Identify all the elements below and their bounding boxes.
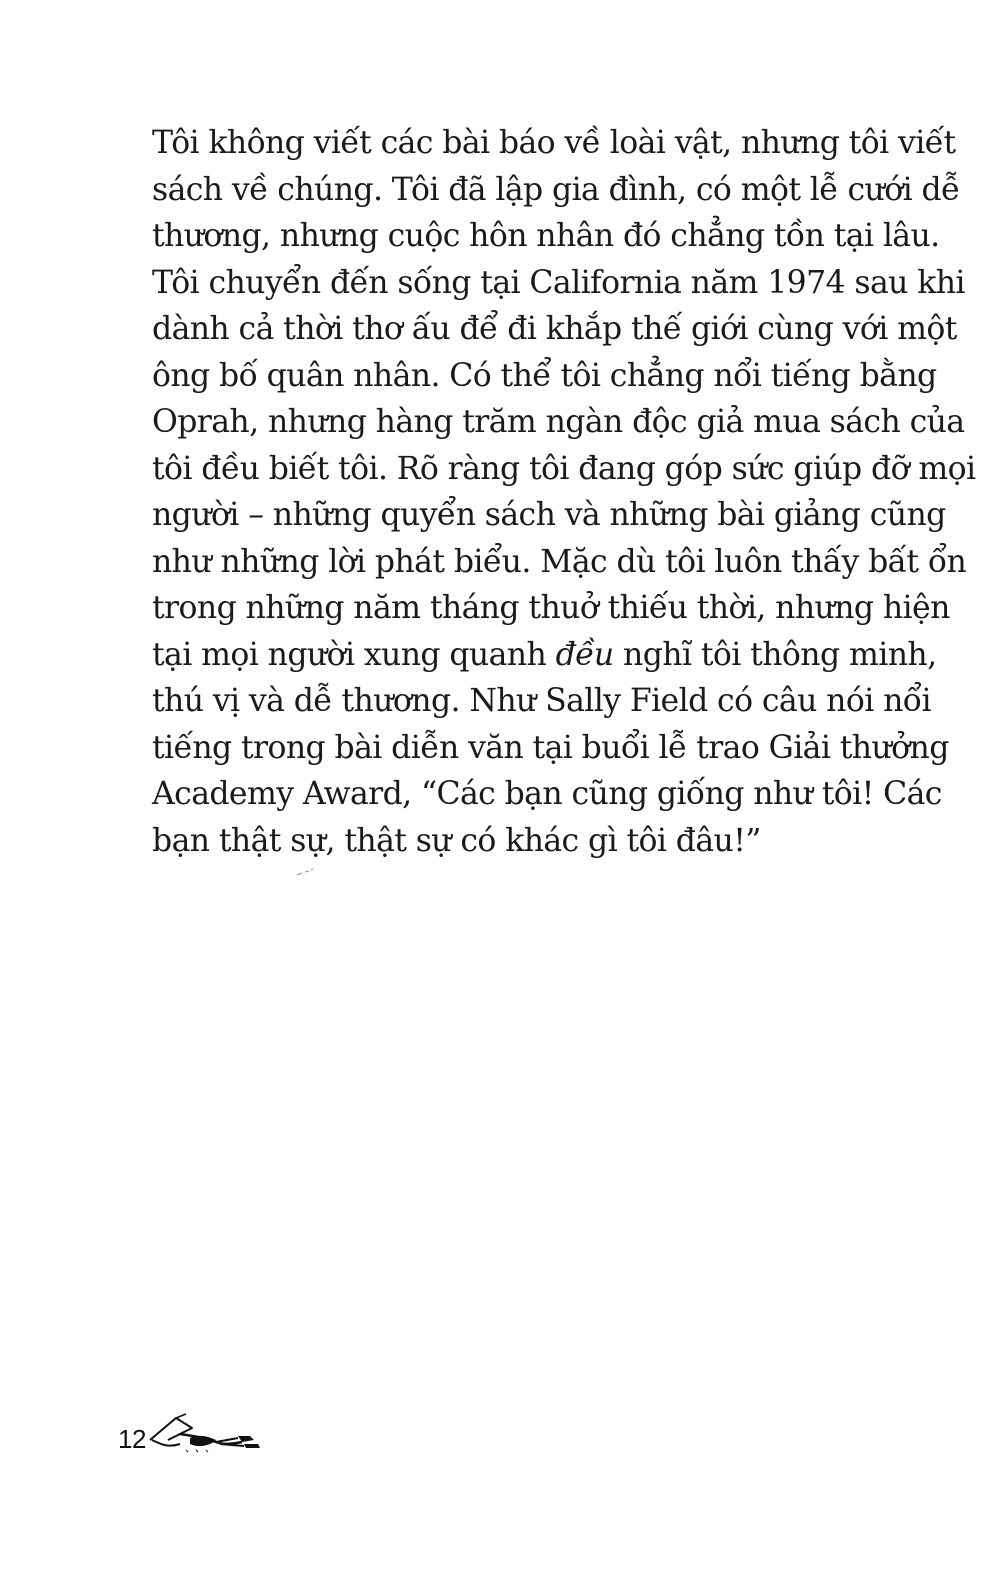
text-line: dành cả thời thơ ấu để đi khắp thế giới cùng với một (152, 311, 957, 347)
text-line: trong những năm tháng thuở thiếu thời, nhưng hiện (152, 590, 950, 626)
text-line: Tôi chuyển đến sống tại California năm 1974 sau khi (152, 264, 965, 301)
text-line-last: bạn thật sự, thật sự có khác gì tôi đâu!” (152, 822, 761, 859)
text-line: thương, nhưng cuộc hôn nhân đó chẳng tồn tại lâu. (152, 218, 940, 254)
text-line: tôi đều biết tôi. Rõ ràng tôi đang góp sức giúp đỡ mọi (152, 450, 976, 487)
reclining-figure-icon (146, 1410, 264, 1454)
text-line: Oprah, nhưng hàng trăm ngàn độc giả mua sách của (152, 404, 965, 440)
body-paragraph (152, 120, 976, 864)
text-line: sách về chúng. Tôi đã lập gia đình, có một lễ cưới dễ (152, 171, 960, 208)
text-line: Academy Award, “Các bạn cũng giống như tôi! Các (152, 776, 942, 812)
scan-speck (296, 868, 314, 878)
text-line: như những lời phát biểu. Mặc dù tôi luôn thấy bất ổn (152, 543, 967, 580)
text-line: thú vị và dễ thương. Như Sally Field có câu nói nổi (152, 683, 931, 719)
text-segment: tại mọi người xung quanh (152, 636, 556, 673)
page-footer (118, 1410, 264, 1454)
page-number: 12 (118, 1424, 146, 1454)
text-line-with-emphasis (152, 632, 937, 679)
text-line: Tôi không viết các bài báo về loài vật, nhưng tôi viết (152, 125, 956, 161)
text-segment: nghĩ tôi thông minh, (613, 636, 937, 673)
text-line: tiếng trong bài diễn văn tại buổi lễ trao Giải thưởng (152, 729, 949, 766)
text-line: người – những quyển sách và những bài giảng cũng (152, 497, 946, 533)
italic-emphasis: đều (555, 636, 614, 673)
text-line: ông bố quân nhân. Có thể tôi chẳng nổi tiếng bằng (152, 357, 937, 394)
